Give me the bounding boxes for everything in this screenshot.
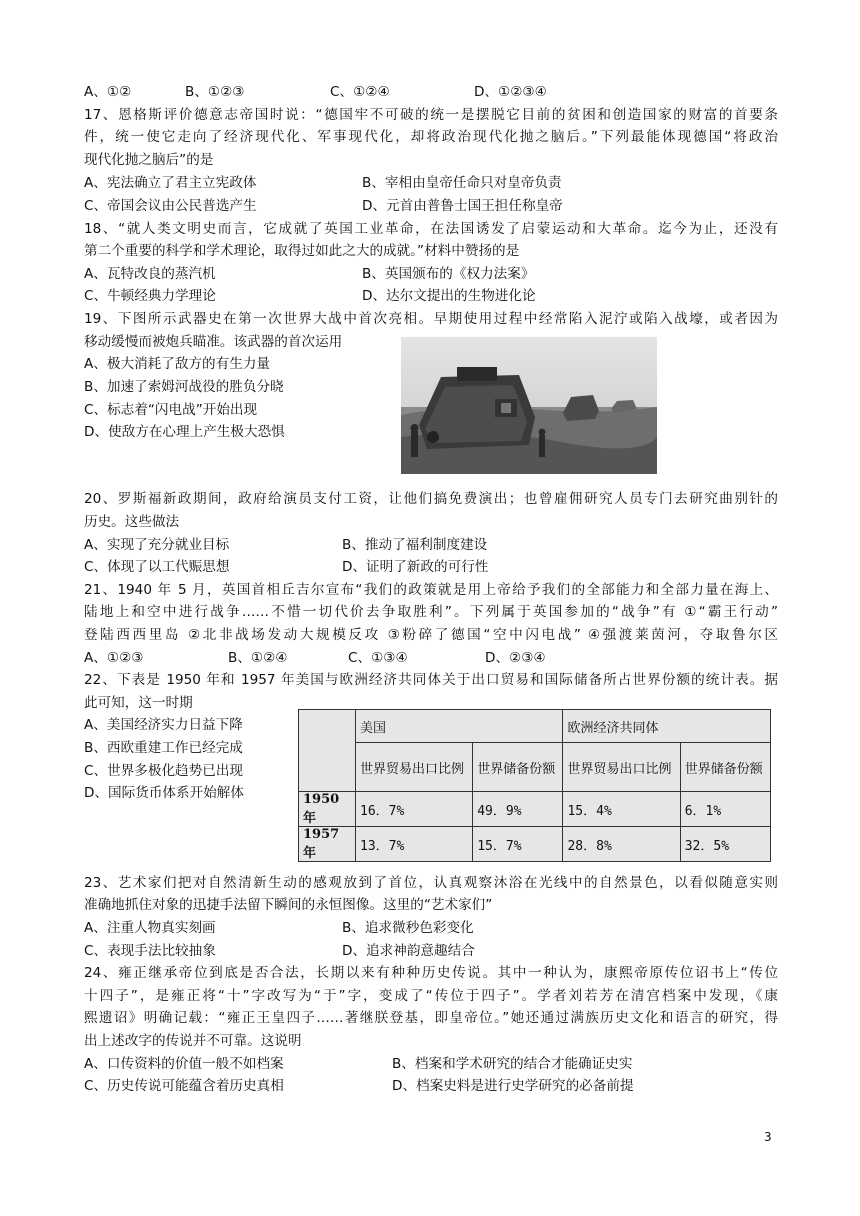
table-cell: 32．5% [680, 827, 770, 862]
table-cell: 16．7% [356, 792, 473, 827]
q22-option-c: C、世界多极化趋势已出现 [84, 763, 244, 779]
q21-option-d: D、②③④ [485, 650, 546, 666]
q18-option-b: B、英国颁布的《权力法案》 [362, 266, 535, 282]
tank-photo [401, 337, 657, 474]
table-corner [299, 710, 356, 792]
q24-option-d: D、档案史料是进行史学研究的必备前提 [392, 1078, 634, 1094]
q17-option-d: D、元首由普鲁士国王担任称皇帝 [362, 198, 563, 214]
table-group-eec: 欧洲经济共同体 [563, 710, 771, 743]
q23-option-b: B、追求微秒色彩变化 [342, 920, 474, 936]
q21-stem-line-1: 21、1940 年 5 月，英国首相丘吉尔宣布“我们的政策就是用上帝给予我们的全部能力和全部力量在海上、 [84, 582, 778, 598]
q19-option-b: B、加速了索姆河战役的胜负分晓 [84, 379, 284, 395]
q18-option-a: A、瓦特改良的蒸汽机 [84, 266, 216, 282]
q17-option-b: B、宰相由皇帝任命只对皇帝负责 [362, 175, 562, 191]
table-header-usa-reserve: 世界储备份额 [473, 743, 563, 792]
q23-stem-line-2: 准确地抓住对象的迅捷手法留下瞬间的永恒图像。这里的“艺术家们” [84, 897, 493, 913]
table-cell: 28．8% [563, 827, 680, 862]
q22-stem-line-2: 此可知，这一时期 [84, 695, 193, 711]
table-row-year: 1950 年 [299, 792, 356, 827]
table-header-usa-export: 世界贸易出口比例 [356, 743, 473, 792]
q18-option-d: D、达尔文提出的生物进化论 [362, 288, 536, 304]
q19-option-a: A、极大消耗了敌方的有生力量 [84, 356, 271, 372]
q24-stem-line-2: 十四子”，是雍正将“十”字改写为“于”字，变成了“传位于四子”。学者刘若芳在清宫档案中发现，《康 [84, 988, 778, 1004]
table-header-eec-export: 世界贸易出口比例 [563, 743, 680, 792]
q19-option-d: D、使敌方在心理上产生极大恐惧 [84, 424, 285, 440]
q24-stem-line-3: 熙遗诏》明确记载：“雍正王皇四子……著继朕登基，即皇帝位。”她还通过满族历史文化和语言的研究，得 [84, 1010, 778, 1026]
table-row-year: 1957 年 [299, 827, 356, 862]
q20-option-b: B、推动了福利制度建设 [342, 537, 488, 553]
q22-option-b: B、西欧重建工作已经完成 [84, 740, 243, 756]
q22-option-a: A、美国经济实力日益下降 [84, 717, 243, 733]
q16-option-c: C、①②④ [330, 84, 390, 100]
q17-stem-line-2: 件，统一使它走向了经济现代化、军事现代化，却将政治现代化抛之脑后。”下列最能体现德国“将政治 [84, 129, 778, 145]
q19-option-c: C、标志着“闪电战”开始出现 [84, 402, 258, 418]
q17-option-a: A、宪法确立了君主立宪政体 [84, 175, 257, 191]
page-number: 3 [764, 1130, 772, 1144]
table-cell: 13．7% [356, 827, 473, 862]
q16-option-d: D、①②③④ [474, 84, 547, 100]
q21-stem-line-3: 登陆西西里岛 ②北非战场发动大规模反攻 ③粉碎了德国“空中闪电战” ④强渡莱茵河，夺取鲁尔区 [84, 627, 778, 643]
table-row [299, 827, 771, 862]
q20-option-c: C、体现了以工代赈思想 [84, 559, 230, 575]
table-header-eec-reserve: 世界储备份额 [680, 743, 770, 792]
q18-option-c: C、牛顿经典力学理论 [84, 288, 216, 304]
q16-option-a: A、①② [84, 84, 132, 100]
q24-option-c: C、历史传说可能蕴含着历史真相 [84, 1078, 284, 1094]
q18-stem-line-1: 18、“就人类文明史而言，它成就了英国工业革命，在法国诱发了启蒙运动和大革命。迄今为止，还没有 [84, 221, 778, 237]
table-row [299, 792, 771, 827]
table-cell: 49．9% [473, 792, 563, 827]
table-cell: 15．7% [473, 827, 563, 862]
q17-stem-line-1: 17、恩格斯评价德意志帝国时说：“德国牢不可破的统一是摆脱它目前的贫困和创造国家的财富的首要条 [84, 107, 778, 123]
q19-stem-line-2: 移动缓慢而被炮兵瞄准。该武器的首次运用 [84, 334, 343, 350]
q22-option-d: D、国际货币体系开始解体 [84, 785, 244, 801]
q24-stem-line-4: 出上述改字的传说并不可靠。这说明 [84, 1033, 302, 1049]
q20-stem-line-1: 20、罗斯福新政期间，政府给演员支付工资，让他们搞免费演出；也曾雇佣研究人员专门去研究曲别针的 [84, 491, 778, 507]
q20-stem-line-2: 历史。这些做法 [84, 514, 180, 530]
table-cell: 15．4% [563, 792, 680, 827]
q23-option-c: C、表现手法比较抽象 [84, 943, 216, 959]
q23-option-d: D、追求神韵意趣结合 [342, 943, 475, 959]
q21-option-c: C、①③④ [348, 650, 408, 666]
q16-option-b: B、①②③ [185, 84, 245, 100]
table-group-usa: 美国 [356, 710, 563, 743]
q24-option-b: B、档案和学术研究的结合才能确证史实 [392, 1056, 633, 1072]
q19-stem-line-1: 19、下图所示武器史在第一次世界大战中首次亮相。早期使用过程中经常陷入泥泞或陷入战壕，或者因为 [84, 311, 778, 327]
q24-stem-line-1: 24、雍正继承帝位到底是否合法，长期以来有种种历史传说。其中一种认为，康熙帝原传位诏书上“传位 [84, 965, 778, 981]
q20-option-d: D、证明了新政的可行性 [342, 559, 489, 575]
q21-stem-line-2: 陆地上和空中进行战争……不惜一切代价去争取胜利”。下列属于英国参加的“战争”有 ①“霸王行动” [84, 604, 778, 620]
table-cell: 6．1% [680, 792, 770, 827]
q17-stem-line-3: 现代化抛之脑后”的是 [84, 152, 214, 168]
q21-option-a: A、①②③ [84, 650, 144, 666]
q22-stem-line-1: 22、下表是 1950 年和 1957 年美国与欧洲经济共同体关于出口贸易和国际储备所占世界份额的统计表。据 [84, 672, 778, 688]
trade-reserve-table [298, 709, 771, 862]
q17-option-c: C、帝国会议由公民普选产生 [84, 198, 257, 214]
q20-option-a: A、实现了充分就业目标 [84, 537, 230, 553]
q23-option-a: A、注重人物真实刻画 [84, 920, 216, 936]
q21-option-b: B、①②④ [228, 650, 288, 666]
q23-stem-line-1: 23、艺术家们把对自然清新生动的感观放到了首位，认真观察沐浴在光线中的自然景色，以看似随意实则 [84, 875, 778, 891]
q24-option-a: A、口传资料的价值一般不如档案 [84, 1056, 284, 1072]
q18-stem-line-2: 第二个重要的科学和学术理论，取得过如此之大的成就。”材料中赞扬的是 [84, 243, 520, 259]
